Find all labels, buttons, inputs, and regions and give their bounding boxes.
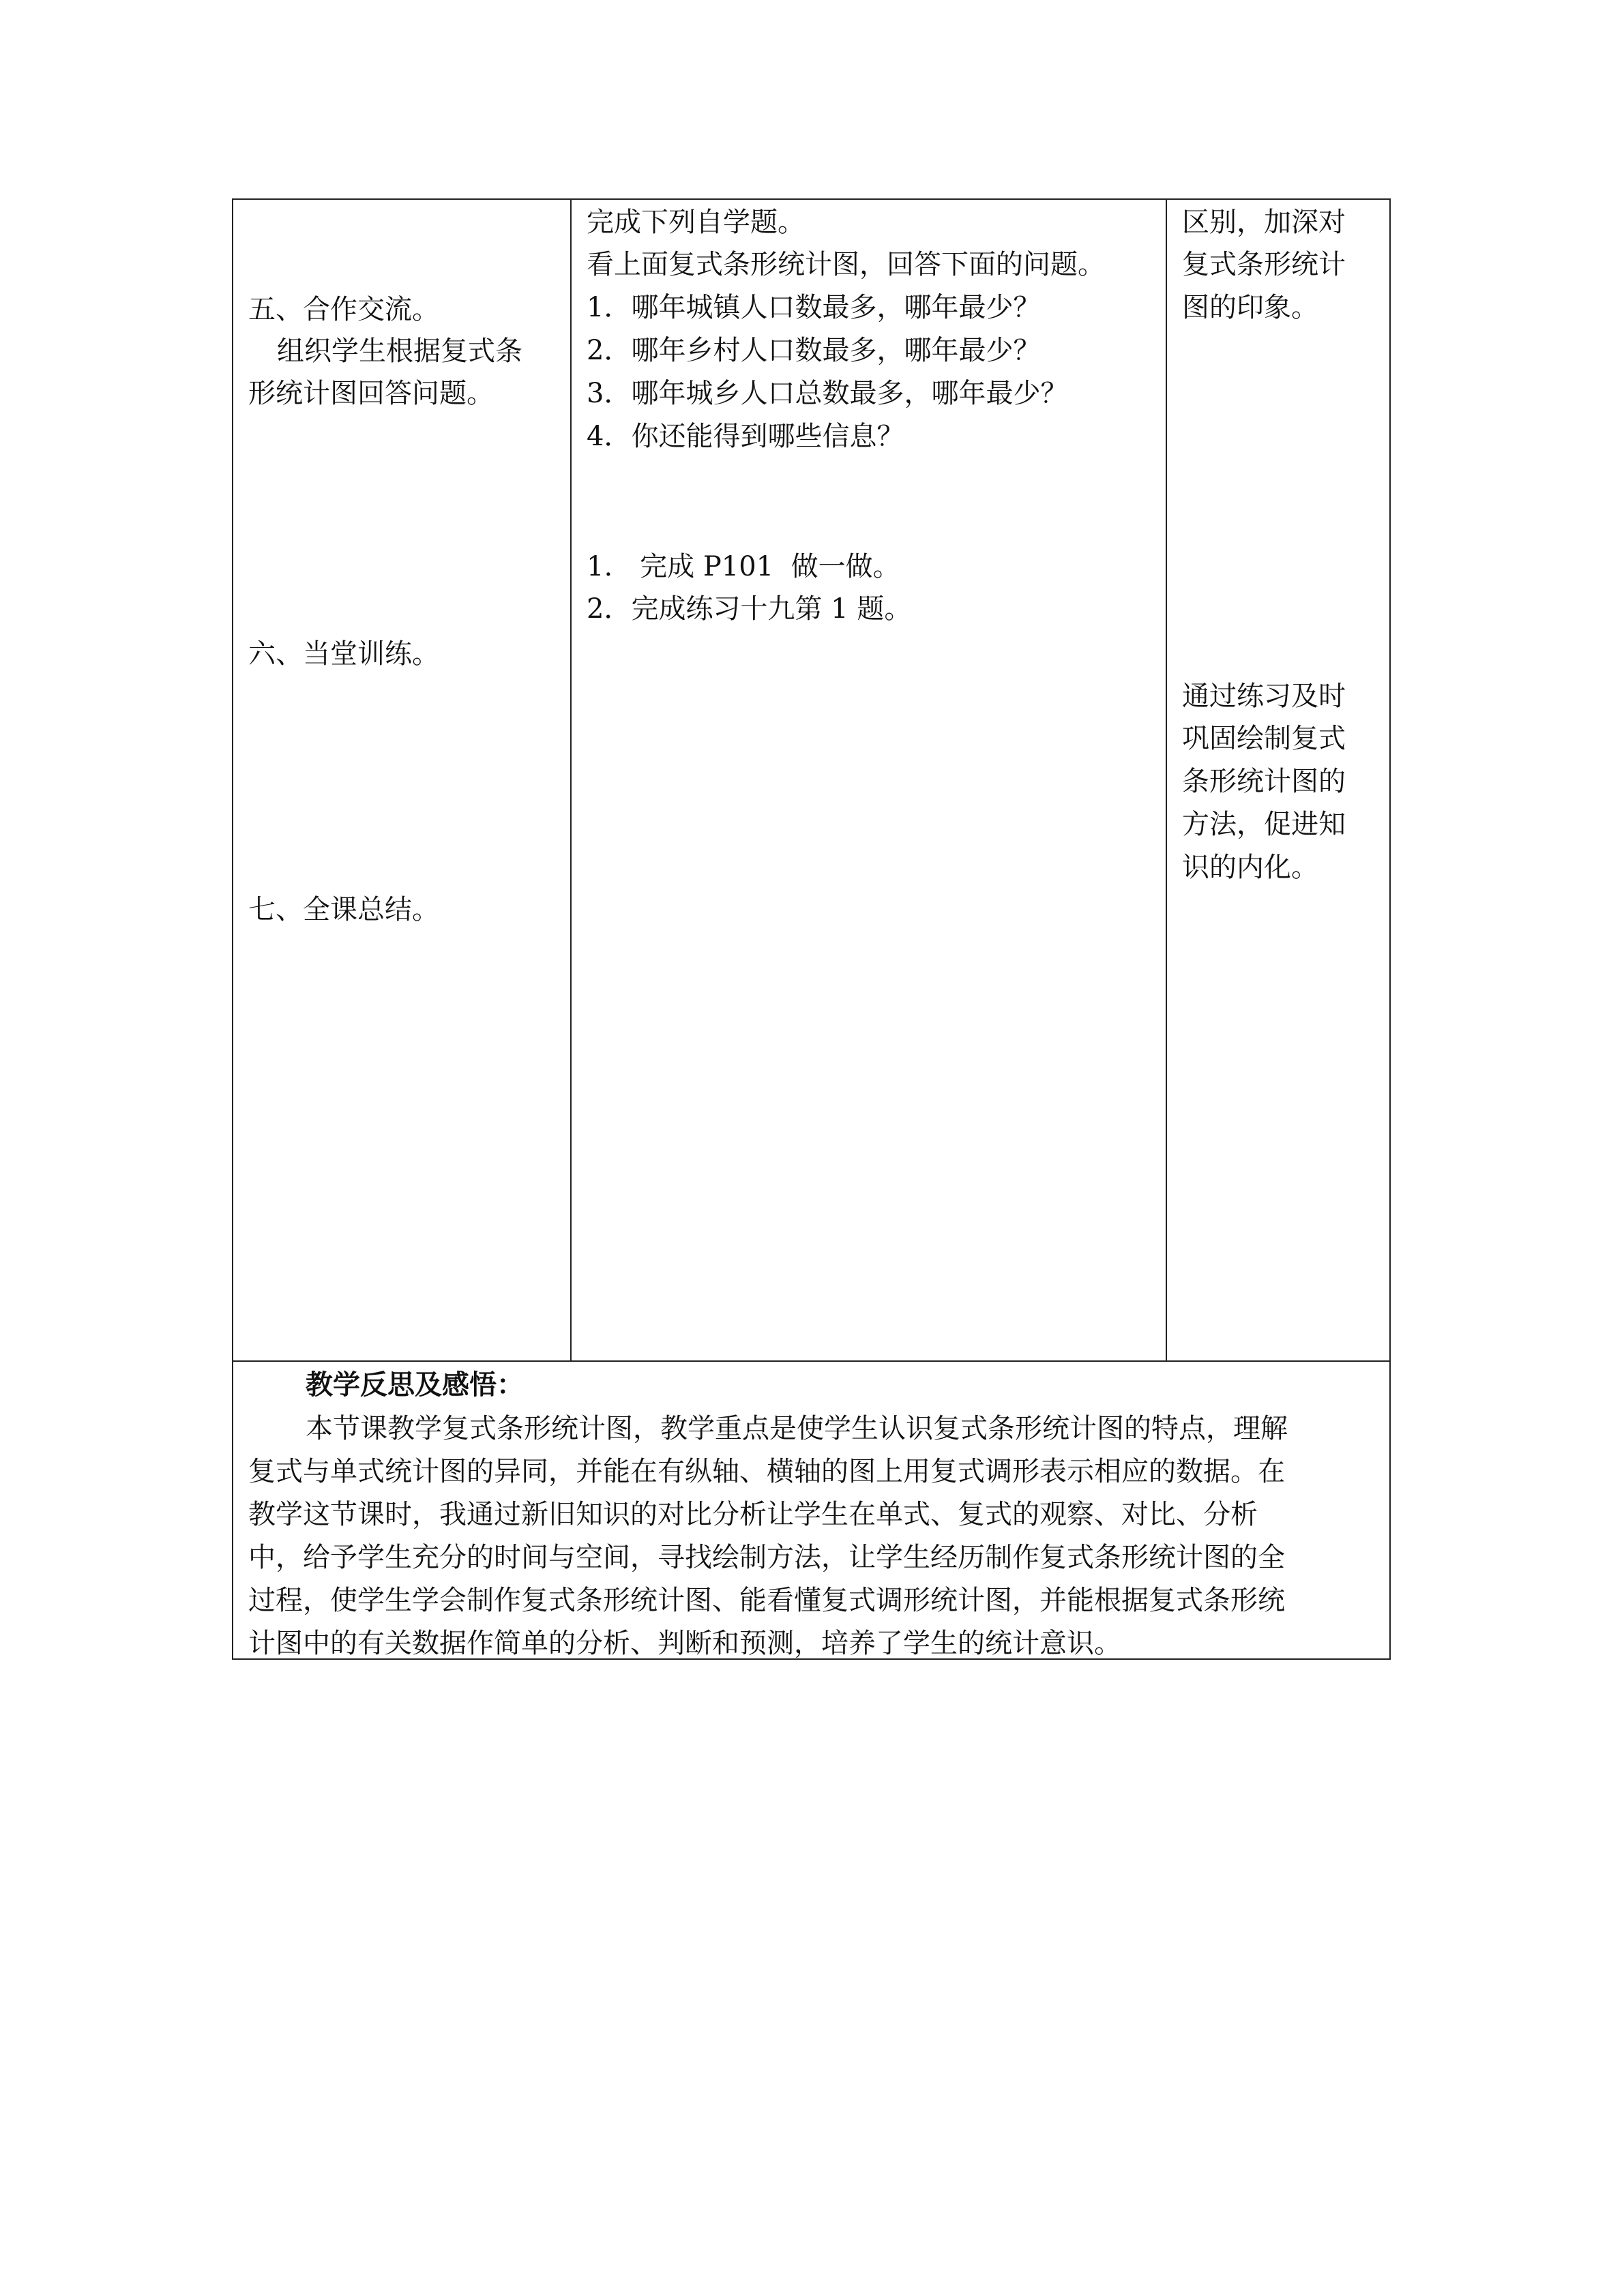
question-1: 1．哪年城镇人口数最多，哪年最少？ xyxy=(587,292,1041,323)
section-5-line-1: 组织学生根据复式条 xyxy=(277,336,522,367)
note-1-line-2: 复式条形统计 xyxy=(1182,249,1346,280)
reflection-line-2: 复式与单式统计图的异同，并能在有纵轴、横轴的图上用复式调形表示相应的数据。在 xyxy=(248,1456,1285,1487)
note-2-line-3: 条形统计图的 xyxy=(1182,766,1346,797)
reflection-title: 教学反思及感悟： xyxy=(306,1369,524,1401)
note-2-line-2: 巩固绘制复式 xyxy=(1182,723,1346,754)
section-5-title: 五、合作交流。 xyxy=(248,294,439,325)
reflection-line-6: 计图中的有关数据作简单的分析、判断和预测，培养了学生的统计意识。 xyxy=(248,1628,1121,1659)
reflection-line-3: 教学这节课时，我通过新旧知识的对比分析让学生在单式、复式的观察、对比、分析 xyxy=(248,1499,1258,1530)
row-divider xyxy=(232,1360,1391,1362)
note-1-line-3: 图的印象。 xyxy=(1182,292,1318,323)
note-2-line-5: 识的内化。 xyxy=(1182,852,1318,883)
section-5-line-2: 形统计图回答问题。 xyxy=(248,378,494,409)
self-study-intro: 完成下列自学题。 xyxy=(587,207,805,238)
note-2-line-4: 方法，促进知 xyxy=(1182,809,1346,840)
self-study-instruction: 看上面复式条形统计图，回答下面的问题。 xyxy=(587,249,1105,280)
question-4: 4．你还能得到哪些信息？ xyxy=(587,421,904,452)
reflection-line-4: 中，给予学生充分的时间与空间，寻找绘制方法，让学生经历制作复式条形统计图的全 xyxy=(248,1542,1285,1573)
note-1-line-1: 区别，加深对 xyxy=(1182,207,1346,238)
column-divider-left xyxy=(570,198,572,1361)
exercise-2: 2．完成练习十九第 1 题。 xyxy=(587,593,912,625)
section-7-title: 七、全课总结。 xyxy=(248,894,439,925)
column-divider-right xyxy=(1166,198,1167,1361)
reflection-line-5: 过程，使学生学会制作复式条形统计图、能看懂复式调形统计图，并能根据复式条形统 xyxy=(248,1585,1285,1616)
exercise-1: 1. 完成 P101 做一做。 xyxy=(587,551,900,582)
note-2-line-1: 通过练习及时 xyxy=(1182,681,1346,712)
reflection-line-1: 本节课教学复式条形统计图，教学重点是使学生认识复式条形统计图的特点，理解 xyxy=(306,1413,1288,1444)
question-2: 2．哪年乡村人口数最多，哪年最少？ xyxy=(587,335,1041,366)
section-6-title: 六、当堂训练。 xyxy=(248,638,439,670)
question-3: 3．哪年城乡人口总数最多，哪年最少？ xyxy=(587,378,1068,409)
